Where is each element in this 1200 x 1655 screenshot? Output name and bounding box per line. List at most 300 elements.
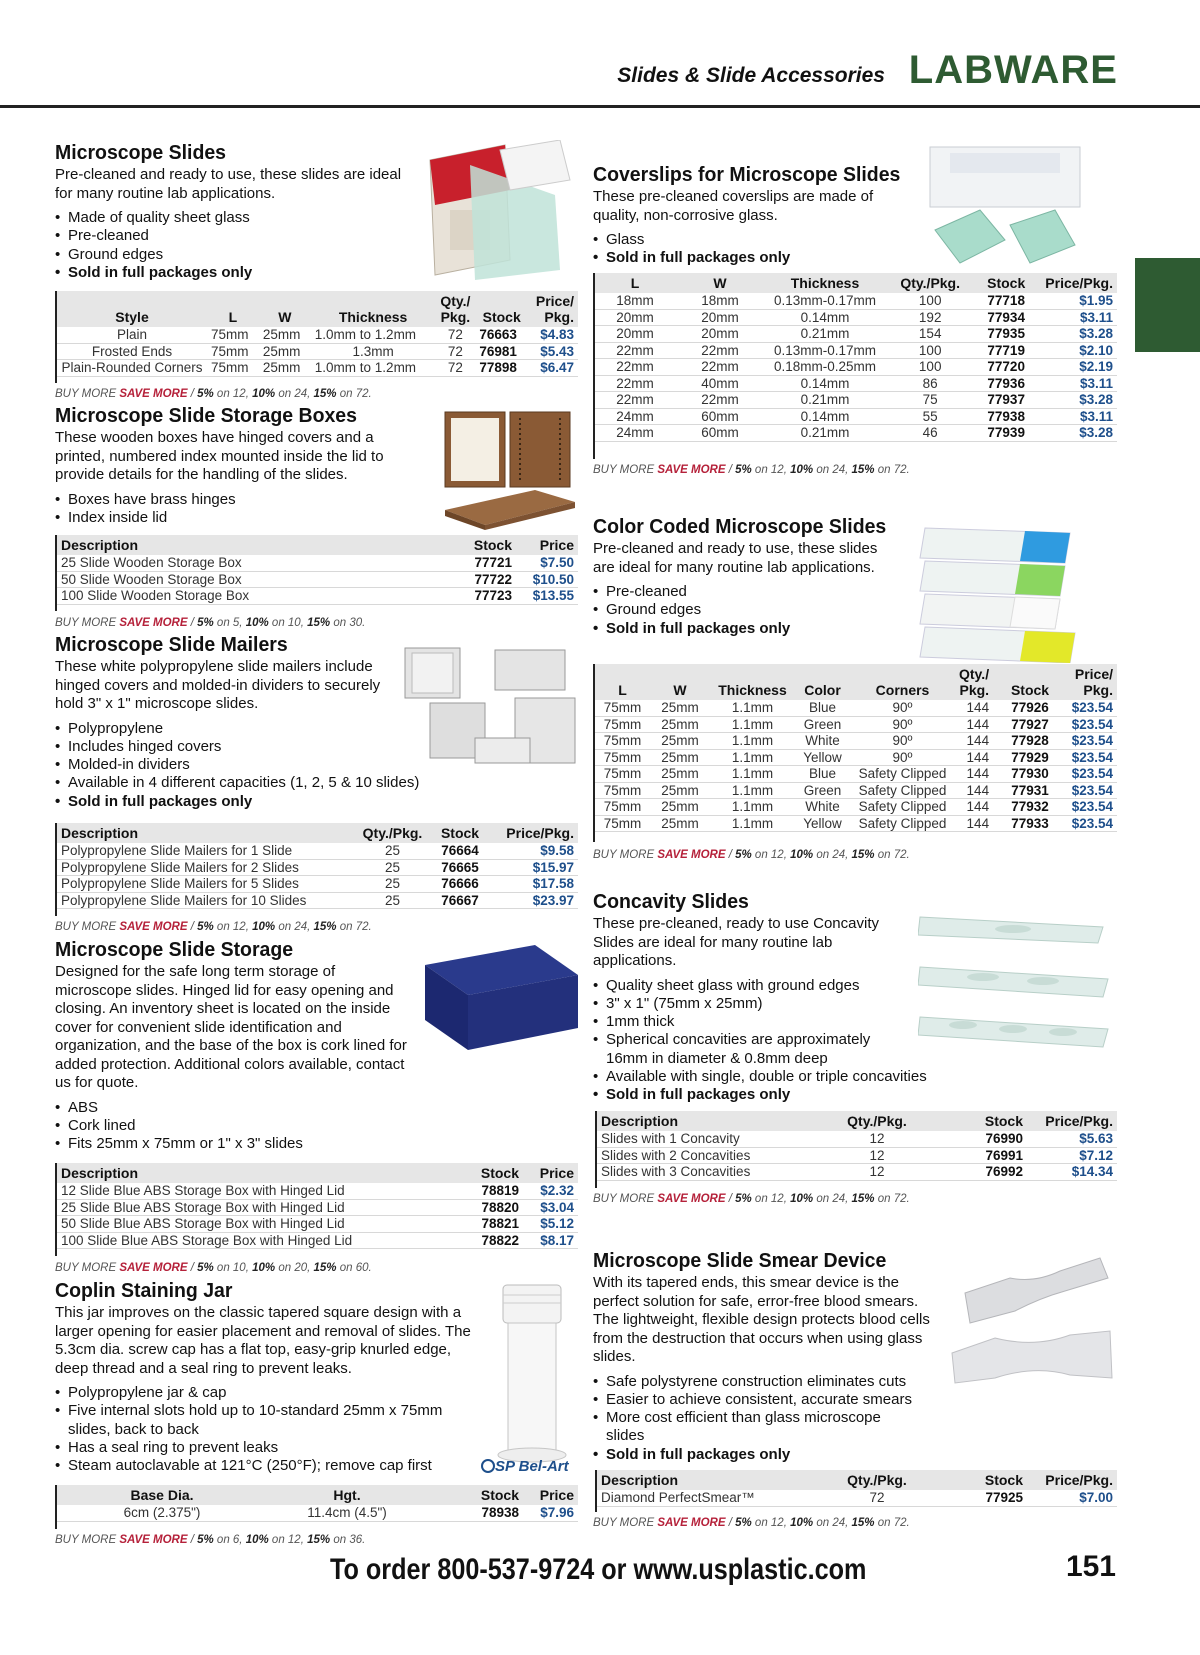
cell: 75mm — [207, 343, 259, 360]
price-cell: $3.28 — [1037, 425, 1117, 442]
stock-cell: 76665 — [430, 859, 490, 876]
discount-qty: on 12, — [213, 388, 253, 400]
section-microscope-slides — [55, 141, 405, 282]
bullet: • Includes hinged covers — [55, 738, 455, 756]
bullet: • Polypropylene jar & cap — [55, 1384, 485, 1402]
bullet: • Spherical concavities are approximately 16mm in diameter & 0.8mm deep — [593, 1031, 898, 1068]
column-header: Qty./ Pkg. — [955, 664, 993, 700]
stock-cell: 77937 — [975, 392, 1037, 409]
header-rule — [0, 105, 1200, 108]
table-header-row — [597, 1470, 1117, 1490]
discount-qty: on 12, — [751, 849, 791, 861]
discount: 5% — [735, 1517, 752, 1529]
section-title: Concavity Slides — [593, 890, 749, 913]
stock-cell: 77723 — [446, 588, 516, 605]
stock-cell: 77933 — [993, 815, 1067, 832]
bullet: • Boxes have brass hinges — [55, 491, 425, 509]
table-row — [57, 1216, 578, 1233]
stock-cell: 76991 — [922, 1147, 1027, 1164]
table-row — [595, 799, 1117, 816]
cell: 60mm — [675, 408, 765, 425]
microscope-slides-box-image — [410, 140, 575, 285]
table-row — [595, 293, 1117, 309]
bullet: • More cost efficient than glass microscope slides — [593, 1409, 898, 1446]
save-more-label: SAVE MORE — [119, 1262, 188, 1274]
smear-device-table — [597, 1470, 1117, 1507]
section-title: Microscope Slide Mailers — [55, 633, 288, 656]
cell: 11.4cm (4.5") — [267, 1505, 427, 1521]
price-cell: $4.83 — [528, 327, 578, 343]
bullet: • Sold in full packages only — [593, 620, 923, 638]
stock-cell: 77930 — [993, 766, 1067, 783]
bullet: • Has a seal ring to prevent leaks — [55, 1439, 485, 1457]
cell: 90º — [850, 749, 955, 766]
cell: 22mm — [595, 392, 675, 409]
table-row — [595, 309, 1117, 326]
bullet: • Easier to achieve consistent, accurate smears — [593, 1391, 953, 1409]
cell: 24mm — [595, 425, 675, 442]
cell: 75mm — [595, 799, 650, 816]
table-row — [595, 716, 1117, 733]
table-row — [595, 766, 1117, 783]
cell: 0.18mm-0.25mm — [765, 359, 885, 376]
column-header: Style — [57, 291, 207, 327]
discount-qty: on 10, — [268, 617, 308, 629]
bullet-list — [55, 1384, 485, 1475]
cell: 0.14mm — [765, 309, 885, 326]
table-row — [595, 782, 1117, 799]
cell: 1.1mm — [710, 716, 795, 733]
table-row — [595, 733, 1117, 750]
discount: 5% — [197, 617, 214, 629]
discount: 10% — [790, 1517, 814, 1529]
save-more-label: SAVE MORE — [119, 1534, 188, 1546]
column-header: Price/Pkg. — [1027, 1111, 1117, 1131]
discount-qty: on 72. — [336, 388, 372, 400]
price-cell: $10.50 — [516, 571, 578, 588]
save-more-label: SAVE MORE — [119, 388, 188, 400]
column-header: L — [207, 291, 259, 327]
wooden-storage-box-image — [440, 410, 580, 530]
cell: Frosted Ends — [57, 343, 207, 360]
price-cell: $3.11 — [1037, 408, 1117, 425]
discount: 5% — [197, 1262, 214, 1274]
column-header: Qty./Pkg. — [832, 1470, 922, 1490]
cell: White — [795, 799, 850, 816]
cell: 25mm — [650, 716, 710, 733]
discount-qty: on 36. — [330, 1534, 366, 1546]
stock-cell: 77931 — [993, 782, 1067, 799]
bullet: • Molded-in dividers — [55, 756, 455, 774]
table-row — [57, 1232, 578, 1249]
cell: 75 — [885, 392, 975, 409]
slide-mailers-image — [400, 638, 580, 778]
table-row — [57, 892, 578, 909]
table-row — [595, 326, 1117, 343]
bullet-list — [593, 231, 913, 268]
column-header: Stock — [475, 291, 528, 327]
discount: 10% — [790, 849, 814, 861]
discount: 5% — [735, 849, 752, 861]
cell: 144 — [955, 766, 993, 783]
section-description: Pre-cleaned and ready to use, these slides are ideal for many routine lab applications. — [593, 540, 878, 576]
stock-cell: 77938 — [975, 408, 1037, 425]
column-header: Hgt. — [267, 1485, 427, 1505]
table-row — [597, 1490, 1117, 1506]
price-cell: $3.28 — [1037, 392, 1117, 409]
stock-cell: 77929 — [993, 749, 1067, 766]
discount-qty: on 72. — [874, 849, 910, 861]
table-row — [595, 375, 1117, 392]
buy-more-prefix: BUY MORE — [55, 921, 117, 933]
section-title: Microscope Slide Smear Device — [593, 1249, 887, 1272]
cell: 1.3mm — [311, 343, 436, 360]
column-header: Stock — [446, 535, 516, 555]
buy-more-note: BUY MORE SAVE MORE / 5% on 12, 10% on 24, 15% on 72. — [55, 388, 372, 400]
discount-qty: on 72. — [874, 464, 910, 476]
header-title: LABWARE — [908, 48, 1118, 92]
save-more-label: SAVE MORE — [657, 1517, 726, 1529]
table-row — [57, 876, 578, 893]
cell: 25mm — [650, 815, 710, 832]
cell: 192 — [885, 309, 975, 326]
bullet: • Ground edges — [593, 601, 923, 619]
cell: 22mm — [595, 375, 675, 392]
cell: 90º — [850, 733, 955, 750]
smear-device-image — [950, 1253, 1115, 1408]
section-concavity-slides — [593, 890, 963, 1105]
bullet-list — [55, 209, 405, 282]
price-cell: $9.58 — [490, 843, 578, 859]
stock-cell: 77927 — [993, 716, 1067, 733]
section-description: Designed for the safe long term storage of microscope slides. Hinged lid for easy opening and closing. An inventory sheet is located on the inside cover for convenient slide identification and organization, and the base of the box is cork lined for added protection. Additional colors available, contact us for quote. — [55, 963, 407, 1091]
bullet-list — [593, 1373, 953, 1464]
cell: 20mm — [675, 309, 765, 326]
column-header: Color — [795, 664, 850, 700]
table-row — [57, 360, 578, 377]
cell: 75mm — [595, 716, 650, 733]
cell: Yellow — [795, 749, 850, 766]
cell: Slides with 2 Concavities — [597, 1147, 832, 1164]
coplin-jar-table — [57, 1485, 578, 1522]
bullet: • Fits 25mm x 75mm or 1" x 3" slides — [55, 1135, 420, 1153]
cell: Safety Clipped — [850, 799, 955, 816]
discount-qty: on 24, — [275, 388, 314, 400]
table-header-row — [57, 1485, 578, 1505]
cell: 1.0mm to 1.2mm — [311, 327, 436, 343]
brand-logo — [481, 1458, 569, 1475]
save-more-label: SAVE MORE — [657, 464, 726, 476]
cell: Polypropylene Slide Mailers for 1 Slide — [57, 843, 355, 859]
table-row — [595, 359, 1117, 376]
save-more-label: SAVE MORE — [119, 617, 188, 629]
price-cell: $23.54 — [1067, 815, 1117, 832]
price-cell: $15.97 — [490, 859, 578, 876]
price-cell: $7.00 — [1027, 1490, 1117, 1506]
cell: 20mm — [595, 326, 675, 343]
cell: 25mm — [650, 749, 710, 766]
cell: 0.21mm — [765, 392, 885, 409]
cell: 1.1mm — [710, 749, 795, 766]
section-coverslips — [593, 163, 913, 268]
cell: Diamond PerfectSmear™ — [597, 1490, 832, 1506]
cell: Slides with 3 Concavities — [597, 1164, 832, 1181]
discount-qty: on 20, — [275, 1262, 314, 1274]
discount-qty: on 60. — [336, 1262, 372, 1274]
cell: White — [795, 733, 850, 750]
buy-more-prefix: BUY MORE — [55, 617, 117, 629]
cell: 75mm — [595, 749, 650, 766]
price-cell: $2.10 — [1037, 342, 1117, 359]
discount: 10% — [245, 1534, 269, 1546]
price-cell: $5.43 — [528, 343, 578, 360]
discount: 5% — [197, 1534, 214, 1546]
cell: 25 Slide Wooden Storage Box — [57, 555, 446, 571]
section-title: Microscope Slide Storage Boxes — [55, 404, 357, 427]
coplin-jar-image — [488, 1283, 578, 1463]
column-header: Description — [597, 1111, 832, 1131]
bullet: • Ground edges — [55, 246, 405, 264]
column-header: Stock — [993, 664, 1067, 700]
price-cell: $5.63 — [1027, 1131, 1117, 1147]
table-row — [57, 843, 578, 859]
price-cell: $1.95 — [1037, 293, 1117, 309]
bullet: • Available with single, double or triple concavities — [593, 1068, 963, 1086]
discount-qty: on 10, — [213, 1262, 253, 1274]
discount-qty: on 24, — [813, 1517, 852, 1529]
bullet: • Sold in full packages only — [55, 264, 405, 282]
cell: 25mm — [259, 327, 311, 343]
cell: 25mm — [259, 360, 311, 377]
stock-cell: 78938 — [427, 1505, 523, 1521]
buy-more-note: BUY MORE SAVE MORE / 5% on 10, 10% on 20, 15% on 60. — [55, 1262, 372, 1274]
cell: 22mm — [675, 342, 765, 359]
cell: Blue — [795, 766, 850, 783]
save-more-label: SAVE MORE — [657, 1193, 726, 1205]
table-row — [595, 815, 1117, 832]
cell: 75mm — [207, 360, 259, 377]
table-header-row — [595, 664, 1117, 700]
cell: 100 — [885, 293, 975, 309]
cell: 20mm — [595, 309, 675, 326]
price-cell: $6.47 — [528, 360, 578, 377]
buy-more-note: BUY MORE SAVE MORE / 5% on 12, 10% on 24, 15% on 72. — [593, 1193, 910, 1205]
order-footer: To order 800-537-9724 or www.usplastic.com — [330, 1553, 867, 1586]
stock-cell: 77719 — [975, 342, 1037, 359]
price-cell: $23.54 — [1067, 733, 1117, 750]
price-cell: $3.11 — [1037, 375, 1117, 392]
cell: 100 Slide Blue ABS Storage Box with Hinged Lid — [57, 1232, 453, 1249]
cell: 144 — [955, 716, 993, 733]
column-header: Qty./Pkg. — [355, 823, 430, 843]
table-row — [595, 408, 1117, 425]
section-description: These pre-cleaned coverslips are made of quality, non-corrosive glass. — [593, 188, 874, 224]
section-title: Coplin Staining Jar — [55, 1279, 233, 1302]
page-number: 151 — [1065, 1550, 1116, 1583]
cell: 0.14mm — [765, 408, 885, 425]
stock-cell: 77935 — [975, 326, 1037, 343]
discount-qty: on 24, — [275, 921, 314, 933]
table-row — [57, 571, 578, 588]
cell: 72 — [435, 360, 475, 377]
stock-cell: 77722 — [446, 571, 516, 588]
price-cell: $3.28 — [1037, 326, 1117, 343]
cell: 20mm — [675, 326, 765, 343]
cell: 1.1mm — [710, 700, 795, 716]
cell: 25mm — [650, 733, 710, 750]
cell: Blue — [795, 700, 850, 716]
cell: 60mm — [675, 425, 765, 442]
bullet-list — [593, 977, 963, 1105]
coverslips-image — [925, 145, 1085, 270]
price-cell: $14.34 — [1027, 1164, 1117, 1181]
column-header: Stock — [427, 1485, 523, 1505]
discount-qty: on 12, — [751, 1517, 791, 1529]
section-description: With its tapered ends, this smear device is the perfect solution for safe, error-free blood smears. The lightweight, flexible design protects blood cells from the destruction that occurs when using glass slides. — [593, 1274, 930, 1365]
discount-qty: on 5, — [213, 617, 246, 629]
column-header: L — [595, 664, 650, 700]
section-description: These white polypropylene slide mailers include hinged covers and molded-in dividers to securely hold 3" x 1" microscope slides. — [55, 658, 381, 712]
column-header: Price — [516, 535, 578, 555]
bullet: • 1mm thick — [593, 1013, 963, 1031]
discount-qty: on 24, — [813, 464, 852, 476]
bullet: • Sold in full packages only — [55, 793, 455, 811]
bullet: • Available in 4 different capacities (1, 2, 5 & 10 slides) — [55, 774, 455, 792]
discount: 15% — [307, 617, 331, 629]
cell: 0.21mm — [765, 425, 885, 442]
cell: 72 — [435, 327, 475, 343]
cell: 0.14mm — [765, 375, 885, 392]
column-header: Price/ Pkg. — [1067, 664, 1117, 700]
section-description: Pre-cleaned and ready to use, these slides are ideal for many routine lab applications. — [55, 166, 402, 202]
bullet: • Safe polystyrene construction eliminates cuts — [593, 1373, 953, 1391]
price-cell: $2.19 — [1037, 359, 1117, 376]
cell: 55 — [885, 408, 975, 425]
column-header: Thickness — [311, 291, 436, 327]
column-header: Description — [57, 1163, 453, 1183]
cell: 72 — [832, 1490, 922, 1506]
cell: 1.1mm — [710, 782, 795, 799]
discount: 15% — [313, 388, 337, 400]
cell: 22mm — [595, 359, 675, 376]
discount-qty: on 12, — [751, 464, 791, 476]
column-header: Thickness — [765, 273, 885, 293]
cell: 12 Slide Blue ABS Storage Box with Hinged Lid — [57, 1183, 453, 1199]
table-row — [57, 327, 578, 343]
table-row — [57, 1505, 578, 1521]
table-row — [595, 700, 1117, 716]
discount-qty: on 72. — [874, 1193, 910, 1205]
cell: 6cm (2.375") — [57, 1505, 267, 1521]
cell: 12 — [832, 1147, 922, 1164]
cell: 22mm — [675, 359, 765, 376]
section-title: Coverslips for Microscope Slides — [593, 163, 901, 186]
cell: 144 — [955, 815, 993, 832]
table-header-row — [57, 823, 578, 843]
cell: 25 — [355, 892, 430, 909]
concavity-slides-image — [918, 905, 1118, 1055]
cell: 100 Slide Wooden Storage Box — [57, 588, 446, 605]
cell: 0.13mm-0.17mm — [765, 342, 885, 359]
buy-more-prefix: BUY MORE — [55, 1534, 117, 1546]
cell: 25mm — [650, 799, 710, 816]
discount: 5% — [735, 464, 752, 476]
bullet: • Polypropylene — [55, 720, 455, 738]
cell: 18mm — [595, 293, 675, 309]
price-cell: $7.50 — [516, 555, 578, 571]
stock-cell: 78820 — [453, 1199, 523, 1216]
discount: 15% — [851, 464, 875, 476]
stock-cell: 76992 — [922, 1164, 1027, 1181]
section-description: These pre-cleaned, ready to use Concavity Slides are ideal for many routine lab applications. — [593, 915, 879, 969]
column-header: Price — [523, 1163, 578, 1183]
table-row — [57, 1183, 578, 1199]
stock-cell: 77932 — [993, 799, 1067, 816]
discount-qty: on 72. — [874, 1517, 910, 1529]
column-header: Qty./Pkg. — [885, 273, 975, 293]
price-cell: $23.54 — [1067, 716, 1117, 733]
table-row — [595, 749, 1117, 766]
section-slide-storage — [55, 938, 420, 1153]
table-row — [57, 1199, 578, 1216]
table-header-row — [57, 291, 578, 327]
cell: 144 — [955, 799, 993, 816]
column-header: Description — [597, 1470, 832, 1490]
column-header: Description — [57, 823, 355, 843]
stock-cell: 76667 — [430, 892, 490, 909]
price-cell: $23.54 — [1067, 749, 1117, 766]
discount-qty: on 12, — [268, 1534, 308, 1546]
cell: Plain-Rounded Corners — [57, 360, 207, 377]
cell: Safety Clipped — [850, 766, 955, 783]
section-side-tab — [1135, 258, 1200, 352]
price-cell: $3.04 — [523, 1199, 578, 1216]
buy-more-prefix: BUY MORE — [55, 388, 117, 400]
cell: 18mm — [675, 293, 765, 309]
cell: 1.1mm — [710, 799, 795, 816]
stock-cell: 77928 — [993, 733, 1067, 750]
buy-more-note: BUY MORE SAVE MORE / 5% on 12, 10% on 24, 15% on 72. — [593, 464, 910, 476]
cell: 90º — [850, 700, 955, 716]
section-title: Color Coded Microscope Slides — [593, 515, 887, 538]
buy-more-note: BUY MORE SAVE MORE / 5% on 12, 10% on 24, 15% on 72. — [593, 1517, 910, 1529]
bullet: • Sold in full packages only — [593, 1446, 953, 1464]
buy-more-note: BUY MORE SAVE MORE / 5% on 6, 10% on 12, 15% on 36. — [55, 1534, 366, 1546]
price-cell: $8.17 — [523, 1232, 578, 1249]
table-header-row — [57, 1163, 578, 1183]
price-cell: $7.96 — [523, 1505, 578, 1521]
discount-qty: on 72. — [336, 921, 372, 933]
column-header: Qty./ Pkg. — [435, 291, 475, 327]
price-cell: $23.97 — [490, 892, 578, 909]
stock-cell: 78822 — [453, 1232, 523, 1249]
bullet: • Glass — [593, 231, 913, 249]
cell: 22mm — [595, 342, 675, 359]
blue-storage-box-image — [420, 940, 582, 1055]
discount: 15% — [851, 849, 875, 861]
buy-more-note: BUY MORE SAVE MORE / 5% on 5, 10% on 10, 15% on 30. — [55, 617, 366, 629]
brand-mark-icon — [481, 1459, 495, 1473]
table-header-row — [597, 1111, 1117, 1131]
column-header: Stock — [430, 823, 490, 843]
price-cell: $23.54 — [1067, 700, 1117, 716]
discount-qty: on 12, — [213, 921, 253, 933]
cell: 25 — [355, 843, 430, 859]
cell: 25mm — [650, 766, 710, 783]
header-subtitle: Slides & Slide Accessories — [617, 64, 885, 87]
microscope-slides-table — [57, 291, 578, 377]
cell: 75mm — [207, 327, 259, 343]
